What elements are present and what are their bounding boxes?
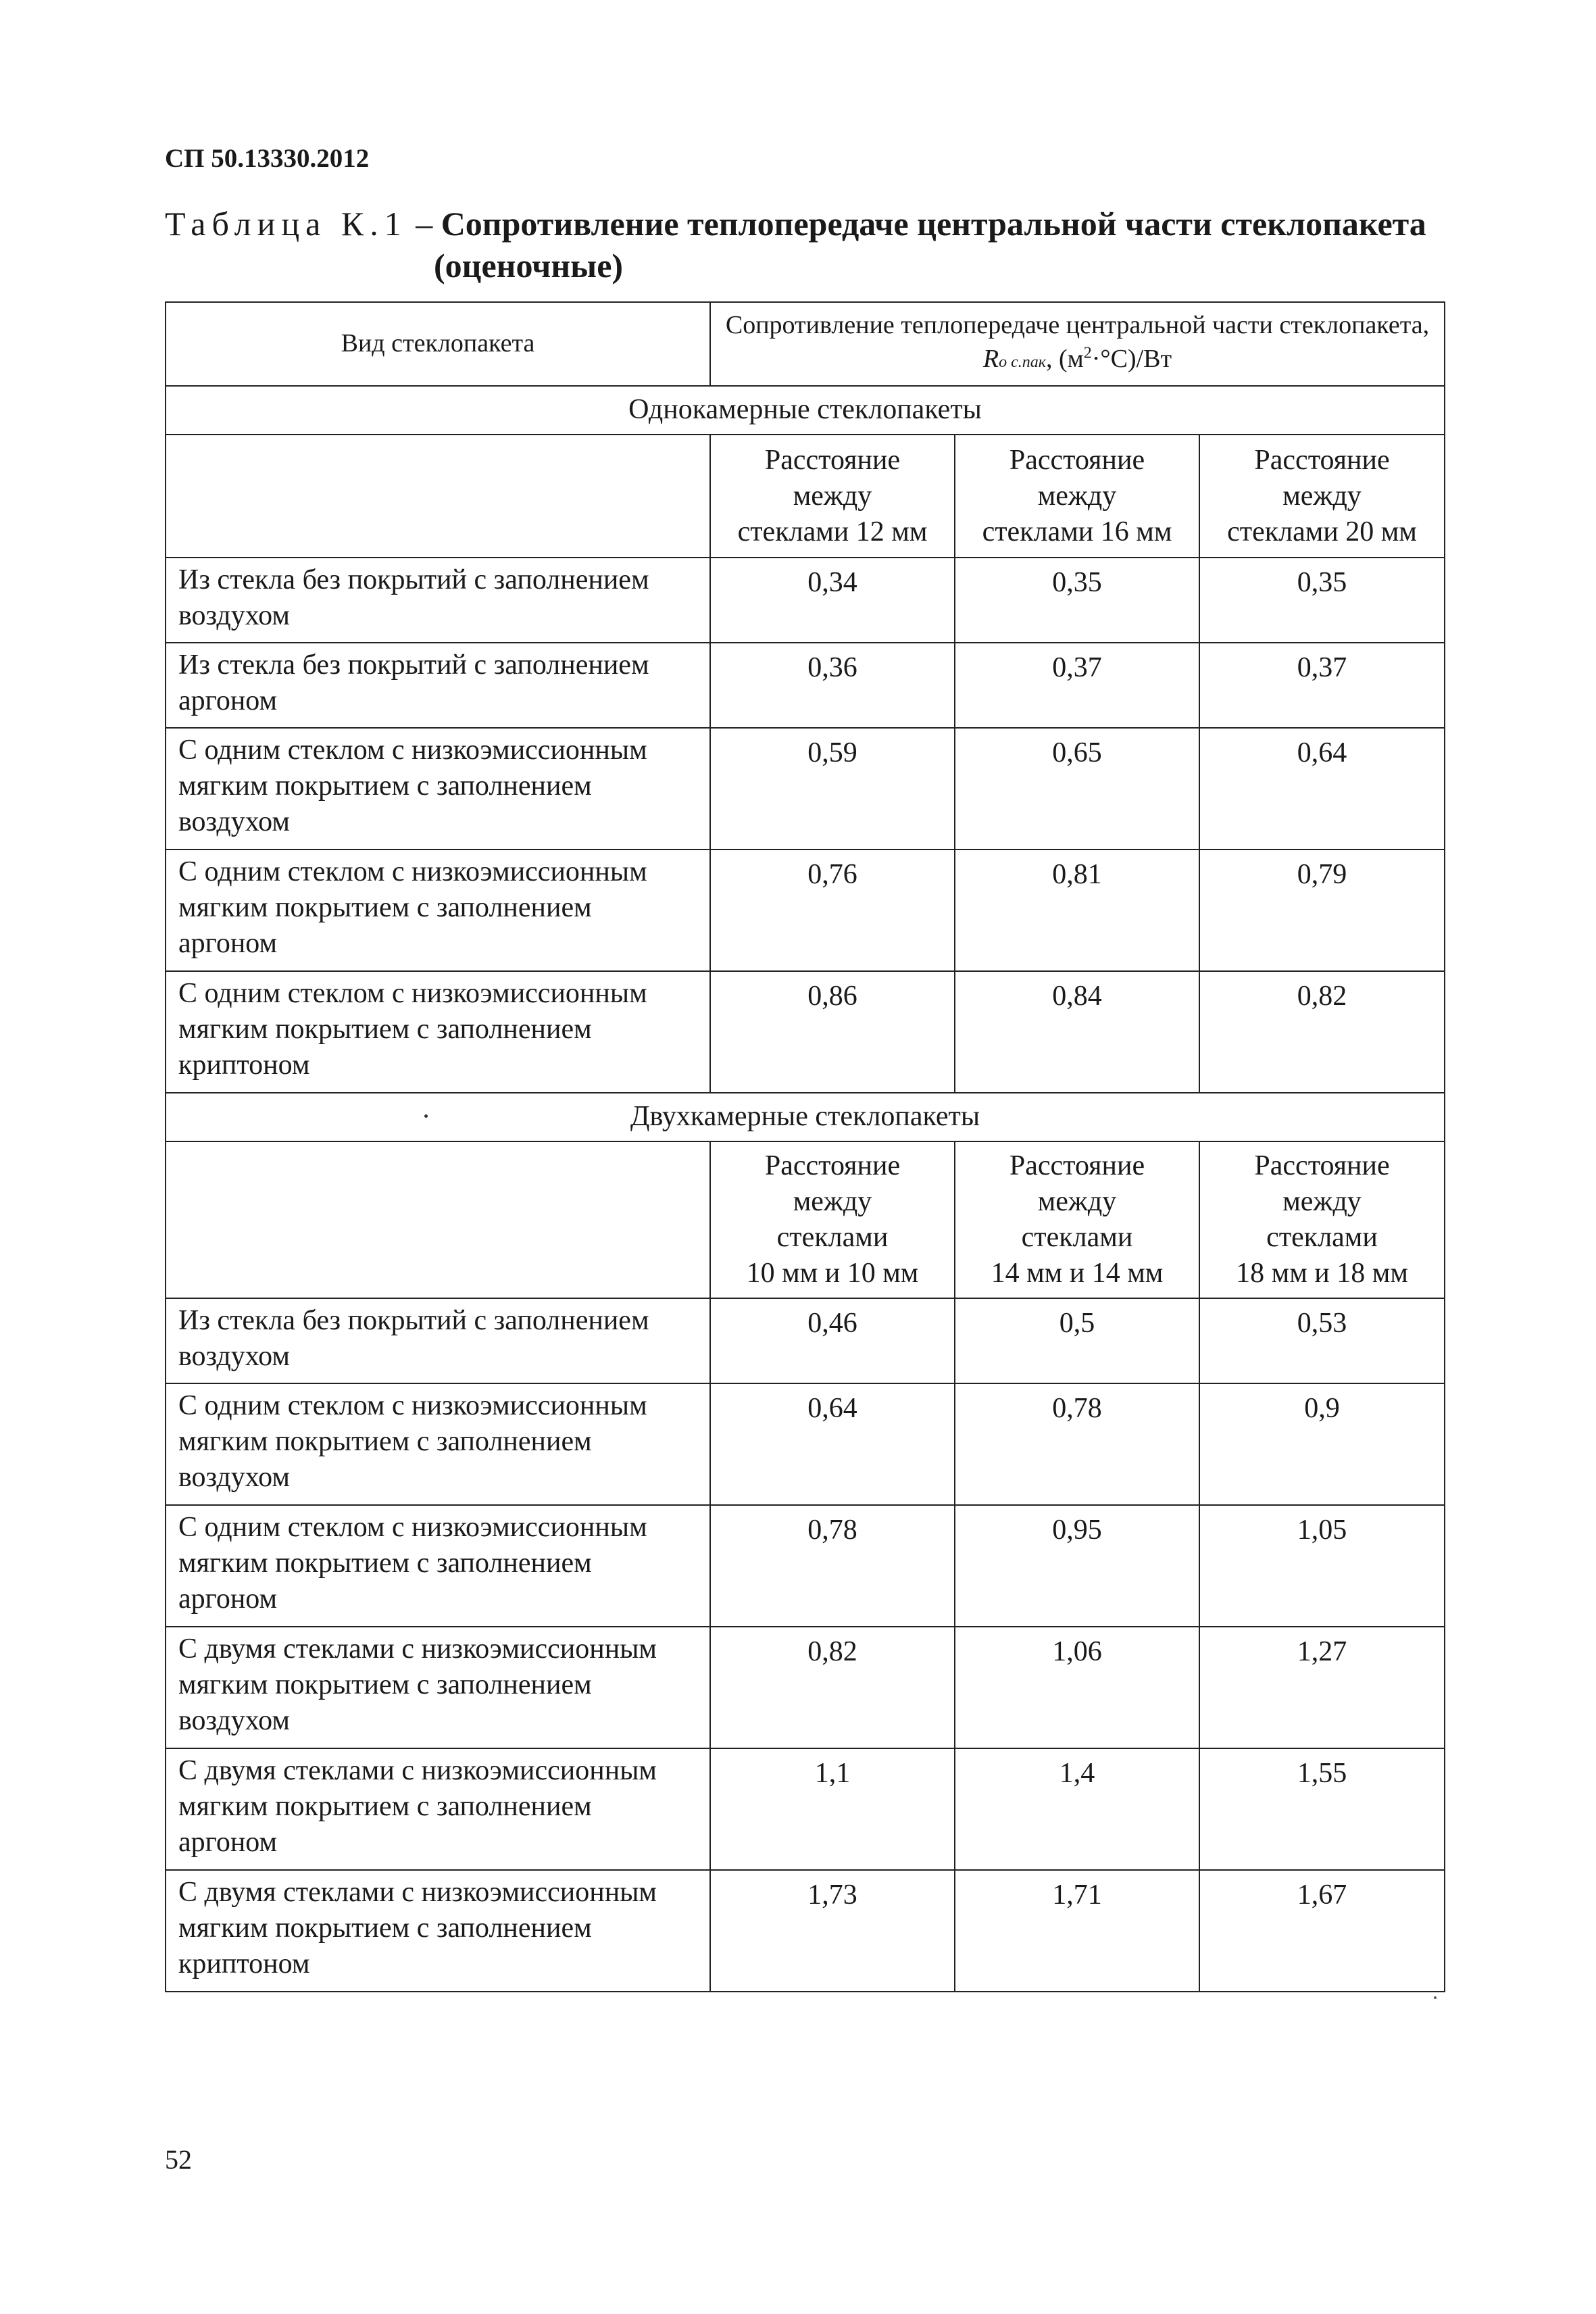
header-unit-post: ·°С)/Вт [1091, 344, 1172, 373]
spacing-header-empty [166, 435, 710, 558]
scan-speck [424, 1114, 428, 1118]
spacing-header-line: между [1037, 480, 1117, 512]
table-title-line2: (оценочные) [434, 247, 624, 285]
resistance-value-cell: 1,05 [1199, 1505, 1445, 1627]
spacing-header [955, 435, 1199, 558]
spacing-header-line: между [1282, 480, 1362, 512]
spacing-header-line: стеклами [1266, 1222, 1378, 1253]
resistance-value-cell: 0,82 [710, 1627, 955, 1748]
resistance-value-cell: 0,5 [955, 1298, 1199, 1383]
resistance-value-cell: 1,06 [955, 1627, 1199, 1748]
resistance-value-cell: 0,79 [1199, 850, 1445, 971]
spacing-header-line: 18 мм и 18 мм [1236, 1258, 1408, 1289]
resistance-value-cell: 0,81 [955, 850, 1199, 971]
spacing-header-row [166, 435, 1445, 558]
table-row [166, 1298, 1445, 1383]
resistance-value-cell: 0,76 [710, 850, 955, 971]
spacing-header-empty [166, 1141, 710, 1298]
spacing-header-line: между [793, 480, 872, 512]
table-row [166, 1505, 1445, 1627]
resistance-value-cell: 0,9 [1199, 1383, 1445, 1505]
spacing-header-line: стеклами 20 мм [1227, 516, 1417, 547]
resistance-value-cell: 0,64 [710, 1383, 955, 1505]
spacing-header-line: между [1037, 1186, 1117, 1217]
section-title: Двухкамерные стеклопакеты [166, 1093, 1445, 1141]
resistance-value-cell: 0,46 [710, 1298, 955, 1383]
resistance-value-cell: 1,4 [955, 1748, 1199, 1870]
glazing-type-cell: С двумя стеклами с низкоэмиссионным мягким покрытием с заполнением криптоном [166, 1870, 710, 1992]
table-row [166, 1748, 1445, 1870]
scan-speck [1434, 1996, 1437, 1999]
table-row [166, 1627, 1445, 1748]
section-title-row [166, 1093, 1445, 1141]
glazing-type-cell: С одним стеклом с низкоэмиссионным мягким покрытием с заполнением криптоном [166, 971, 710, 1093]
table-header-row [166, 302, 1445, 386]
table-row [166, 643, 1445, 728]
table-row [166, 971, 1445, 1093]
spacing-header-line: стеклами 12 мм [737, 516, 928, 547]
spacing-header [710, 435, 955, 558]
spacing-header-line: Расстояние [764, 1150, 901, 1181]
resistance-value-cell: 0,35 [1199, 558, 1445, 643]
resistance-value-cell: 0,35 [955, 558, 1199, 643]
spacing-header-line: между [1282, 1186, 1362, 1217]
resistance-table [165, 301, 1445, 1992]
table-row [166, 1383, 1445, 1505]
resistance-value-cell: 1,1 [710, 1748, 955, 1870]
spacing-header-line: Расстояние [1009, 444, 1145, 476]
spacing-header [1199, 435, 1445, 558]
header-resistance-subscript: о с.пак [999, 353, 1047, 371]
spacing-header-line: между [793, 1186, 872, 1217]
caption-dash: – [407, 205, 441, 243]
resistance-value-cell: 1,67 [1199, 1870, 1445, 1992]
spacing-header [710, 1141, 955, 1298]
section-title-row [166, 386, 1445, 435]
spacing-header-line: стеклами [1021, 1222, 1133, 1253]
resistance-value-cell: 0,82 [1199, 971, 1445, 1093]
spacing-header-line: стеклами 16 мм [982, 516, 1172, 547]
glazing-type-cell: С одним стеклом с низкоэмиссионным мягким покрытием с заполнением аргоном [166, 850, 710, 971]
glazing-type-cell: С одним стеклом с низкоэмиссионным мягким покрытием с заполнением аргоном [166, 1505, 710, 1627]
table-caption [165, 203, 1449, 287]
spacing-header-row [166, 1141, 1445, 1298]
resistance-value-cell: 0,78 [955, 1383, 1199, 1505]
spacing-header-line: 14 мм и 14 мм [991, 1258, 1164, 1289]
glazing-type-cell: Из стекла без покрытий с заполнением воздухом [166, 558, 710, 643]
resistance-value-cell: 0,34 [710, 558, 955, 643]
spacing-header-line: Расстояние [1254, 444, 1390, 476]
resistance-value-cell: 1,55 [1199, 1748, 1445, 1870]
resistance-value-cell: 0,59 [710, 728, 955, 850]
table-row [166, 1870, 1445, 1992]
spacing-header-line: 10 мм и 10 мм [746, 1258, 919, 1289]
header-unit-sup: 2 [1083, 343, 1092, 362]
resistance-value-cell: 0,53 [1199, 1298, 1445, 1383]
resistance-value-cell: 1,73 [710, 1870, 955, 1992]
glazing-type-cell: Из стекла без покрытий с заполнением аргоном [166, 643, 710, 728]
spacing-header-line: Расстояние [1254, 1150, 1390, 1181]
resistance-value-cell: 0,64 [1199, 728, 1445, 850]
table-row [166, 558, 1445, 643]
resistance-value-cell: 0,84 [955, 971, 1199, 1093]
resistance-value-cell: 0,37 [1199, 643, 1445, 728]
header-resistance [710, 302, 1445, 386]
resistance-value-cell: 0,65 [955, 728, 1199, 850]
table-row [166, 850, 1445, 971]
resistance-value-cell: 1,27 [1199, 1627, 1445, 1748]
header-resistance-symbol: R [982, 344, 999, 373]
glazing-type-cell: С двумя стеклами с низкоэмиссионным мягким покрытием с заполнением аргоном [166, 1748, 710, 1870]
resistance-value-cell: 0,36 [710, 643, 955, 728]
resistance-value-cell: 0,78 [710, 1505, 955, 1627]
table-title-line1: Сопротивление теплопередаче центральной части стеклопакета [441, 205, 1426, 243]
header-unit-pre: , (м [1046, 344, 1084, 373]
table-row [166, 728, 1445, 850]
glazing-type-cell: С одним стеклом с низкоэмиссионным мягким покрытием с заполнением воздухом [166, 728, 710, 850]
section-title: Однокамерные стеклопакеты [166, 386, 1445, 435]
glazing-type-cell: С двумя стеклами с низкоэмиссионным мягким покрытием с заполнением воздухом [166, 1627, 710, 1748]
spacing-header-line: стеклами [776, 1222, 889, 1253]
header-resistance-text: Сопротивление теплопередаче центральной части стеклопакета, [725, 310, 1430, 339]
spacing-header [1199, 1141, 1445, 1298]
glazing-type-cell: Из стекла без покрытий с заполнением воздухом [166, 1298, 710, 1383]
resistance-value-cell: 1,71 [955, 1870, 1199, 1992]
page-number: 52 [165, 2144, 192, 2175]
spacing-header-line: Расстояние [764, 444, 901, 476]
resistance-value-cell: 0,37 [955, 643, 1199, 728]
spacing-header [955, 1141, 1199, 1298]
glazing-type-cell: С одним стеклом с низкоэмиссионным мягким покрытием с заполнением воздухом [166, 1383, 710, 1505]
document-code: СП 50.13330.2012 [165, 144, 370, 173]
spacing-header-line: Расстояние [1009, 1150, 1145, 1181]
resistance-value-cell: 0,95 [955, 1505, 1199, 1627]
table-number: Таблица К.1 [165, 205, 407, 243]
header-glazing-type: Вид стеклопакета [166, 302, 710, 386]
resistance-value-cell: 0,86 [710, 971, 955, 1093]
